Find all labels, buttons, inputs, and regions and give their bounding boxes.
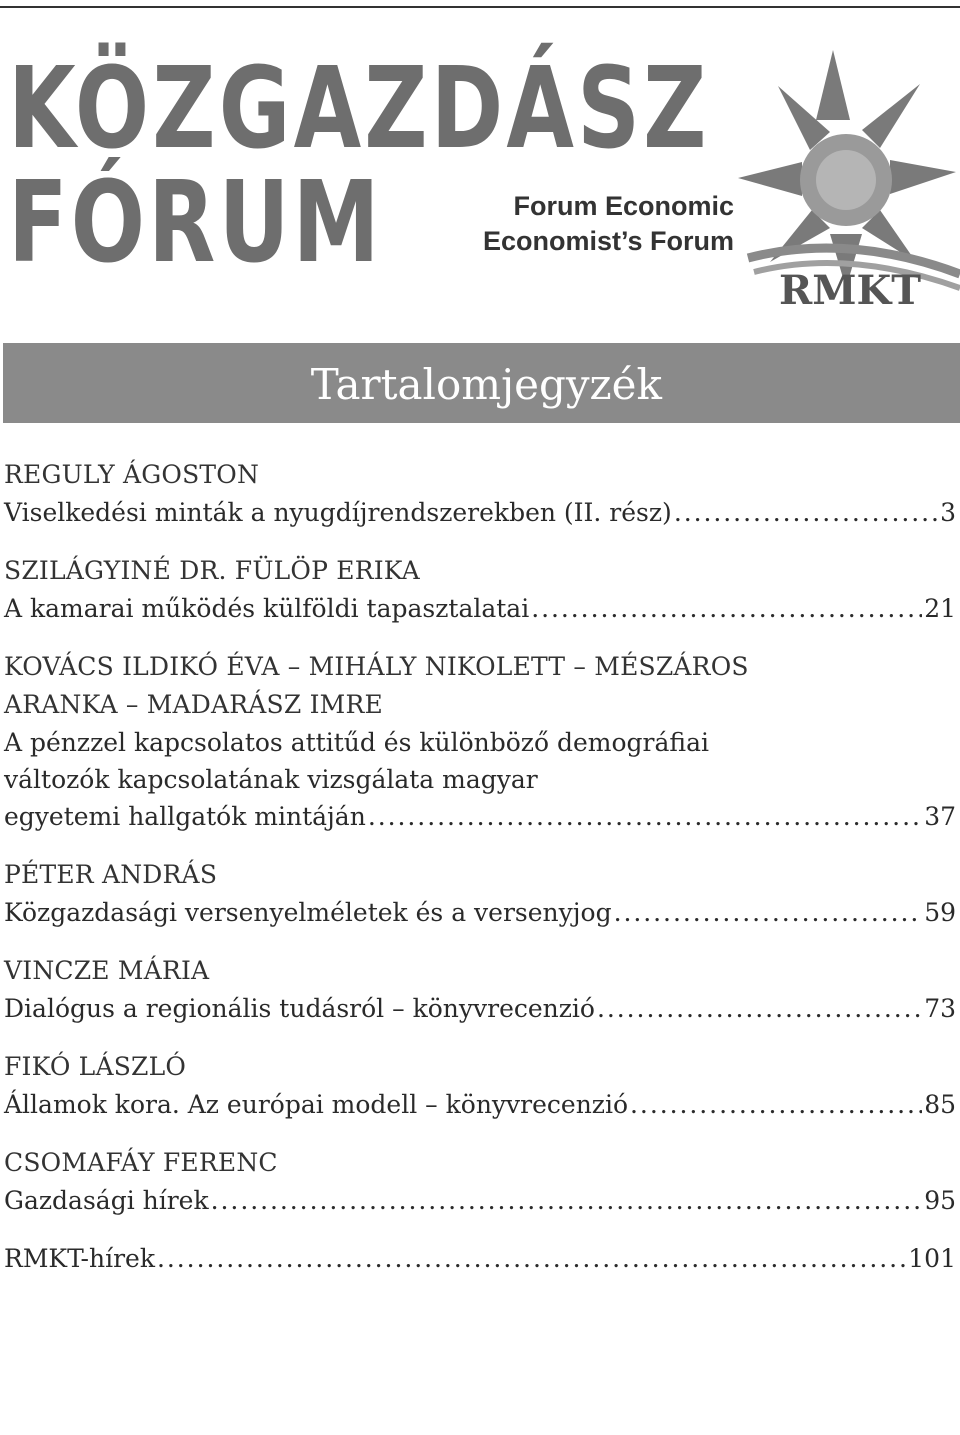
- subtitle-economists-forum: Economist’s Forum: [482, 226, 734, 256]
- entry-page: 73: [924, 994, 956, 1023]
- masthead: [0, 0, 960, 330]
- leader-dots: [674, 494, 938, 531]
- entry-author: CSOMAFÁY FERENC: [4, 1148, 278, 1177]
- logo-title-line-2: FÓRUM: [8, 158, 383, 288]
- toc-entry-2: [4, 552, 956, 627]
- star-emblem-icon: [738, 50, 960, 312]
- entry-page: 95: [924, 1186, 956, 1215]
- table-of-contents: [4, 456, 956, 1298]
- entry-title-line[interactable]: [4, 494, 956, 531]
- entry-title-line-2: változók kapcsolatának vizsgálata magyar: [4, 765, 538, 794]
- entry-page: 59: [924, 898, 956, 927]
- entry-title: RMKT-hírek: [4, 1244, 155, 1273]
- entry-author-line-2: ARANKA – MADARÁSZ IMRE: [4, 690, 383, 719]
- entry-page: 85: [924, 1090, 956, 1119]
- toc-entry-7: [4, 1144, 956, 1219]
- entry-title-line[interactable]: [4, 894, 956, 931]
- entry-page: 37: [924, 802, 956, 831]
- leader-dots: [630, 1086, 922, 1123]
- entry-title: Közgazdasági versenyelméletek és a versenyjog: [4, 898, 612, 927]
- star-center-inner: [816, 150, 876, 210]
- leader-dots: [157, 1240, 906, 1277]
- emblem-org-label: RMKT: [778, 267, 922, 312]
- entry-title-line[interactable]: [4, 990, 956, 1027]
- entry-title-line-1: A pénzzel kapcsolatos attitűd és különböző demográfiai: [4, 728, 709, 757]
- leader-dots: [531, 590, 922, 627]
- entry-author: REGULY ÁGOSTON: [4, 460, 260, 489]
- entry-title-line-3: egyetemi hallgatók mintáján: [4, 802, 366, 831]
- star-ray-top: [816, 50, 850, 120]
- star-ray-right: [890, 160, 956, 194]
- toc-entry-4: [4, 856, 956, 931]
- toc-entry-8: [4, 1240, 956, 1277]
- entry-author-line-1: KOVÁCS ILDIKÓ ÉVA – MIHÁLY NIKOLETT – MÉSZÁROS: [4, 652, 749, 681]
- entry-title: A kamarai működés külföldi tapasztalatai: [4, 594, 530, 623]
- toc-entry-1: [4, 456, 956, 531]
- star-ray-top-right: [862, 84, 920, 148]
- entry-title-line[interactable]: [4, 798, 956, 835]
- entry-title-line[interactable]: [4, 1182, 956, 1219]
- leader-dots: [368, 798, 922, 835]
- star-ray-left: [738, 162, 802, 196]
- toc-entry-6: [4, 1048, 956, 1123]
- entry-title: Viselkedési minták a nyugdíjrendszerekben (II. rész): [4, 498, 672, 527]
- entry-author: SZILÁGYINÉ DR. FÜLÖP ERIKA: [4, 556, 420, 585]
- entry-title-line[interactable]: [4, 1086, 956, 1123]
- entry-author: FIKÓ LÁSZLÓ: [4, 1052, 187, 1081]
- toc-entry-5: [4, 952, 956, 1027]
- leader-dots: [597, 990, 922, 1027]
- leader-dots: [211, 1182, 923, 1219]
- entry-author: VINCZE MÁRIA: [4, 956, 210, 985]
- entry-title-line[interactable]: [4, 590, 956, 627]
- toc-entry-3: [4, 648, 956, 835]
- subtitle-forum-economic: Forum Economic: [513, 191, 734, 221]
- entry-title: Dialógus a regionális tudásról – könyvrecenzió: [4, 994, 595, 1023]
- leader-dots: [614, 894, 923, 931]
- entry-title: Államok kora. Az európai modell – könyvrecenzió: [4, 1090, 629, 1119]
- logo-title-line-1: KÖZGAZDÁSZ: [8, 44, 710, 174]
- entry-author: PÉTER ANDRÁS: [4, 860, 218, 889]
- entry-title: Gazdasági hírek: [4, 1186, 209, 1215]
- entry-page: 101: [908, 1244, 956, 1273]
- entry-page: 21: [924, 594, 956, 623]
- entry-page: 3: [940, 498, 956, 527]
- entry-title-line[interactable]: [4, 1240, 956, 1277]
- toc-heading: Tartalomjegyzék: [310, 360, 662, 409]
